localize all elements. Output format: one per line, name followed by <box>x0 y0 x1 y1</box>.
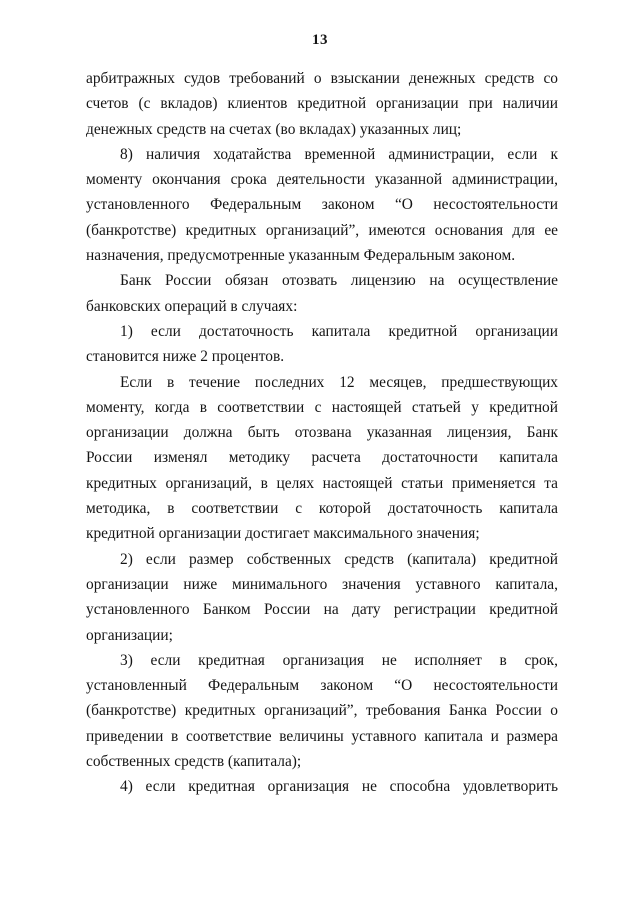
text-line: банковских операций в случаях: <box>86 297 298 315</box>
text-line: 1) если достаточность капитала кредитной организации <box>120 322 558 340</box>
text-line: счетов (с вкладов) клиентов кредитной организации при наличии <box>86 95 558 113</box>
text-line: установленного Банком России на дату регистрации кредитной <box>86 601 558 619</box>
text-line: моменту, когда в соответствии с настоящей статьей у кредитной <box>86 398 558 416</box>
text-line: кредитной организации достигает максимального значения; <box>86 525 480 543</box>
text-line: 2) если размер собственных средств (капитала) кредитной <box>120 550 558 568</box>
document-body-text <box>86 66 558 800</box>
text-line: становится ниже 2 процентов. <box>86 348 285 366</box>
text-line: кредитных организаций, в целях настоящей статьи применяется та <box>86 474 558 492</box>
page-number: 13 <box>312 32 328 48</box>
text-line: установленного Федеральным законом “О несостоятельности <box>86 196 558 214</box>
text-line: 4) если кредитная организация не способна удовлетворить <box>120 778 558 796</box>
text-line: приведении в соответствие величины уставного капитала и размера <box>86 727 558 745</box>
text-line: России изменял методику расчета достаточности капитала <box>86 449 558 467</box>
text-line: методика, в соответствии с которой достаточность капитала <box>86 500 558 518</box>
text-line: установленный Федеральным законом “О несостоятельности <box>86 677 558 695</box>
text-line: (банкротстве) кредитных организаций”, требования Банка России о <box>86 702 558 720</box>
text-line: организации; <box>86 626 173 644</box>
text-line: организации должна быть отозвана указанная лицензия, Банк <box>86 424 558 442</box>
text-line: 8) наличия ходатайства временной администрации, если к <box>120 145 558 163</box>
text-line: 3) если кредитная организация не исполняет в срок, <box>120 651 558 669</box>
text-line: организации ниже минимального значения уставного капитала, <box>86 575 558 593</box>
text-line: моменту окончания срока деятельности указанной администрации, <box>86 171 558 189</box>
text-line: Если в течение последних 12 месяцев, предшествующих <box>120 373 558 391</box>
text-line: арбитражных судов требований о взыскании денежных средств со <box>86 70 558 87</box>
text-line: денежных средств на счетах (во вкладах) указанных лиц; <box>86 120 462 138</box>
text-line: (банкротстве) кредитных организаций”, имеются основания для ее <box>86 221 558 239</box>
text-line: Банк России обязан отозвать лицензию на осуществление <box>120 272 558 290</box>
text-line: назначения, предусмотренные указанным Федеральным законом. <box>86 247 516 265</box>
text-line: собственных средств (капитала); <box>86 753 302 771</box>
